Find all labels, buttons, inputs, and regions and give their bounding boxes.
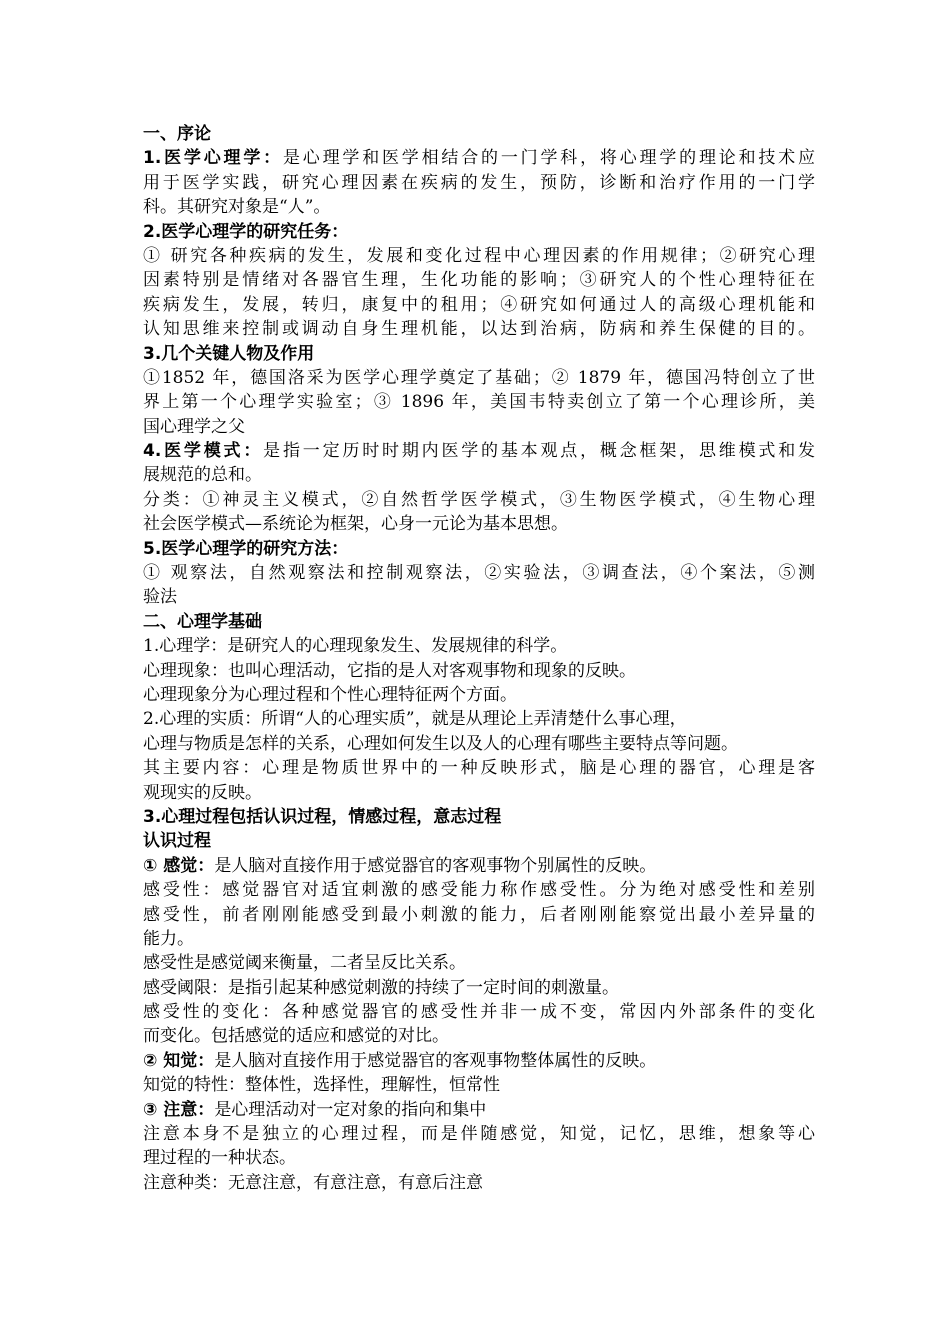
bold-heading: 5.医学心理学的研究方法： [143, 538, 349, 559]
body-text: 观现实的反映。 [143, 782, 262, 803]
bold-heading: ① 感觉： [143, 855, 215, 876]
text-line [143, 683, 815, 707]
bold-heading: 3.几个关键人物及作用 [143, 343, 315, 364]
body-text: 理过程的一种状态。 [143, 1148, 296, 1169]
text-line [143, 781, 815, 805]
text-line [143, 439, 815, 463]
bold-heading: 二、心理学基础 [143, 611, 262, 632]
text-line [143, 220, 815, 244]
text-line [143, 366, 815, 390]
text-line [143, 634, 815, 658]
text-line [143, 1122, 815, 1146]
body-text: 是心理学和医学相结合的一门学科，将心理学的理论和技术应 [282, 148, 815, 169]
body-text: 感受性是感觉阈来衡量，二者呈反比关系。 [143, 953, 466, 974]
body-text: ① 研究各种疾病的发生，发展和变化过程中心理因素的作用规律；②研究心理 [143, 245, 815, 266]
text-line [143, 1049, 815, 1073]
text-line [143, 390, 815, 414]
body-text: 国心理学之父 [143, 416, 245, 437]
text-line [143, 951, 815, 975]
bold-heading: 3.心理过程包括认识过程，情感过程，意志过程 [143, 806, 502, 827]
text-line [143, 463, 815, 487]
body-text: 能力。 [143, 928, 194, 949]
text-line [143, 195, 815, 219]
body-text: 而变化。包括感觉的适应和感觉的对比。 [143, 1026, 449, 1047]
body-text: 是人脑对直接作用于感觉器官的客观事物个别属性的反映。 [214, 855, 657, 876]
body-text: 感受性的变化：各种感觉器官的感受性并非一成不变，常因内外部条件的变化 [143, 1002, 815, 1023]
body-text: 心理与物质是怎样的关系，心理如何发生以及人的心理有哪些主要特点等问题。 [143, 733, 738, 754]
body-text: 注意本身不是独立的心理过程，而是伴随感觉，知觉，记忆，思维，想象等心 [143, 1124, 815, 1145]
text-line [143, 854, 815, 878]
text-line [143, 244, 815, 268]
text-line [143, 732, 815, 756]
text-line [143, 146, 815, 170]
body-text: ①1852 年，德国洛采为医学心理学奠定了基础；② 1879 年，德国冯特创立了世 [143, 367, 815, 388]
text-line [143, 512, 815, 536]
body-text: 认知思维来控制或调动自身生理机能，以达到治病，防病和养生保健的目的。 [143, 319, 815, 340]
bold-heading: ③ 注意： [143, 1099, 215, 1120]
text-line [143, 561, 815, 585]
text-line [143, 1171, 815, 1195]
text-line [143, 805, 815, 829]
text-line [143, 537, 815, 561]
text-line [143, 171, 815, 195]
body-text: 知觉的特性：整体性，选择性，理解性，恒常性 [143, 1075, 500, 1096]
text-line [143, 317, 815, 341]
text-line [143, 1098, 815, 1122]
body-text: 科。其研究对象是“人”。 [143, 197, 331, 218]
body-text: 是人脑对直接作用于感觉器官的客观事物整体属性的反映。 [214, 1050, 657, 1071]
text-line [143, 1024, 815, 1048]
body-text: 心理现象分为心理过程和个性心理特征两个方面。 [143, 684, 517, 705]
body-text: 分类：①神灵主义模式，②自然哲学医学模式，③生物医学模式，④生物心理 [143, 489, 815, 510]
bold-heading: ② 知觉： [143, 1050, 215, 1071]
text-line [143, 707, 815, 731]
body-text: 界上第一个心理学实验室；③ 1896 年，美国韦特卖创立了第一个心理诊所，美 [143, 392, 815, 413]
body-text: 感受性：感觉器官对适宜刺激的感受能力称作感受性。分为绝对感受性和差别 [143, 880, 815, 901]
body-text: 感受性，前者刚刚能感受到最小刺激的能力，后者刚刚能察觉出最小差异量的 [143, 904, 815, 925]
body-text: ① 观察法，自然观察法和控制观察法，②实验法，③调查法，④个案法，⑤测 [143, 563, 815, 584]
text-line [143, 927, 815, 951]
body-text: 感受阈限：是指引起某种感觉刺激的持续了一定时间的刺激量。 [143, 977, 619, 998]
text-line [143, 415, 815, 439]
text-line [143, 878, 815, 902]
body-text: 社会医学模式—系统论为框架，心身一元论为基本思想。 [143, 514, 568, 535]
text-line [143, 585, 815, 609]
text-line [143, 1146, 815, 1170]
bold-heading: 认识过程 [143, 831, 211, 852]
bold-heading: 一、序论 [143, 124, 211, 144]
text-line [143, 342, 815, 366]
body-text: 疾病发生，发展，转归，康复中的租用；④研究如何通过人的高级心理机能和 [143, 294, 815, 315]
bold-heading: 1.医学心理学： [143, 148, 283, 169]
body-text: 验法 [143, 587, 177, 608]
body-text: 注意种类：无意注意，有意注意，有意后注意 [143, 1172, 483, 1193]
text-line [143, 1073, 815, 1097]
body-text: 因素特别是情绪对各器官生理，生化功能的影响；③研究人的个性心理特征在 [143, 270, 815, 291]
body-text: 其主要内容：心理是物质世界中的一种反映形式，脑是心理的器官，心理是客 [143, 758, 815, 779]
bold-heading: 4.医学模式： [143, 441, 264, 462]
text-line [143, 293, 815, 317]
text-line [143, 1000, 815, 1024]
text-line [143, 829, 815, 853]
body-text: 展规范的总和。 [143, 465, 262, 486]
body-text: 是心理活动对一定对象的指向和集中 [214, 1099, 487, 1120]
text-line [143, 122, 815, 146]
body-text: 是指一定历时时期内医学的基本观点，概念框架，思维模式和发 [263, 441, 815, 462]
text-line [143, 659, 815, 683]
text-line [143, 488, 815, 512]
body-text: 心理现象：也叫心理活动，它指的是人对客观事物和现象的反映。 [143, 660, 636, 681]
text-line [143, 756, 815, 780]
text-line [143, 610, 815, 634]
text-line [143, 903, 815, 927]
text-line [143, 976, 815, 1000]
text-line [143, 268, 815, 292]
bold-heading: 2.医学心理学的研究任务： [143, 221, 349, 242]
document-page [143, 122, 815, 1195]
body-text: 用于医学实践，研究心理因素在疾病的发生，预防，诊断和治疗作用的一门学 [143, 172, 815, 193]
body-text: 1.心理学：是研究人的心理现象发生、发展规律的科学。 [143, 636, 568, 657]
body-text: 2.心理的实质：所谓“人的心理实质”，就是从理论上弄清楚什么事心理， [143, 709, 687, 730]
